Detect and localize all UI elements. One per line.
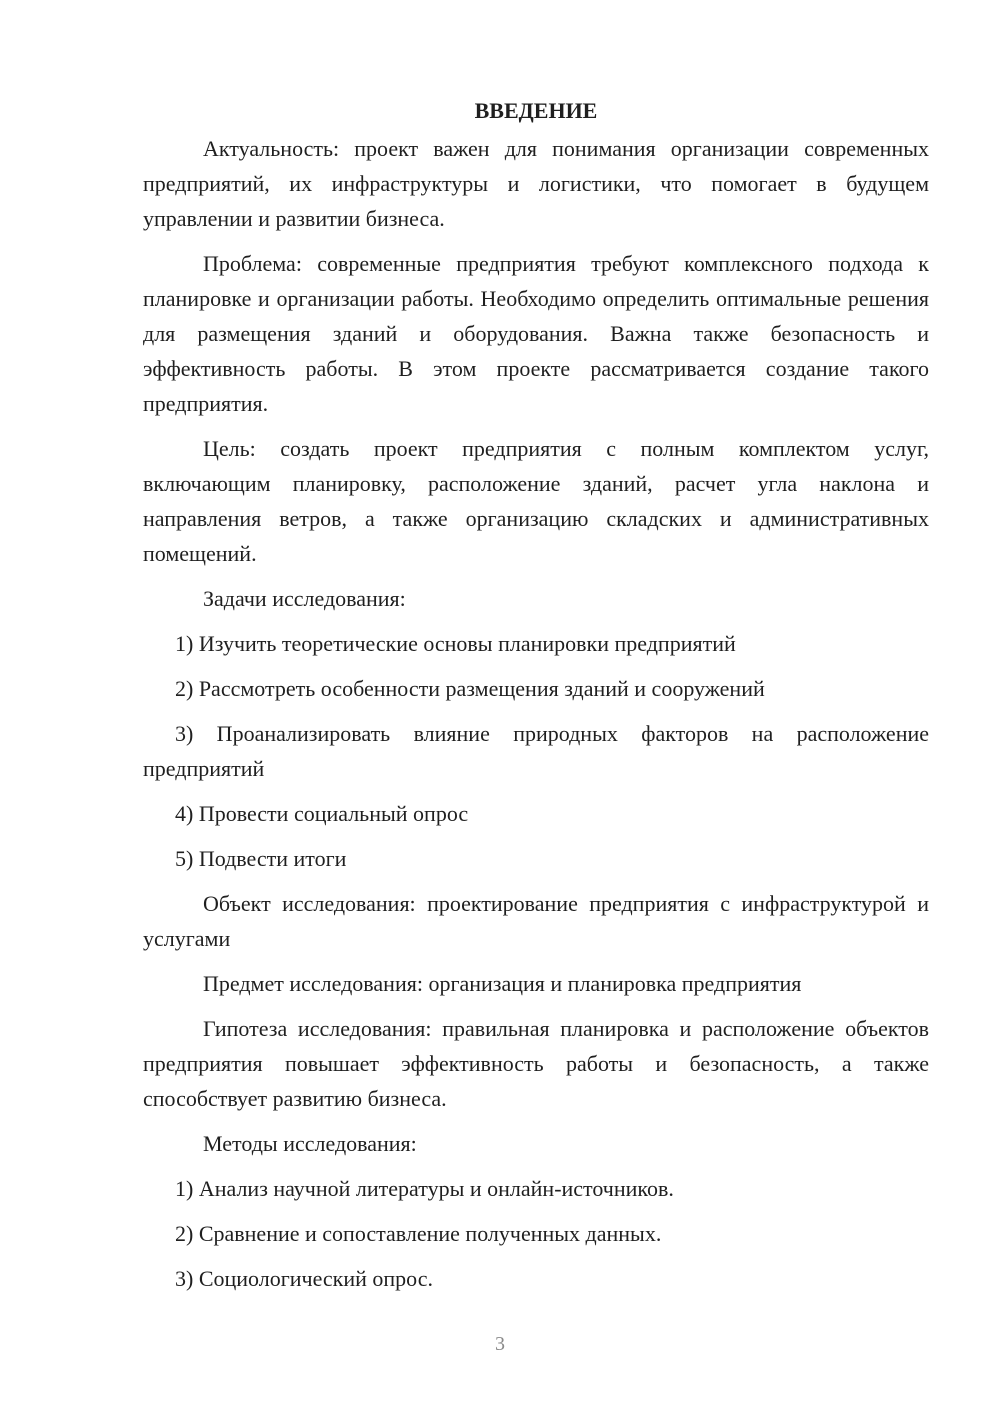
paragraph-subject: Предмет исследования: организация и планировка предприятия: [203, 971, 802, 996]
paragraph-tasks-heading: Задачи исследования:: [203, 586, 406, 611]
task-item: 4) Провести социальный опрос: [175, 801, 469, 826]
task-item: 1) Изучить теоретические основы планировки предприятий: [175, 631, 736, 656]
paragraph-relevance: Актуальность: проект важен для понимания организации современных предприятий, их инфраструктуры и логистики, что помогает в будущем управлении и развитии бизнеса.: [143, 136, 929, 231]
paragraph-problem: Проблема: современные предприятия требуют комплексного подхода к планировке и организации работы. Необходимо определить оптимальные решения для размещения зданий и оборудования. Важна также безопасность и эффективность работы. В этом проекте рассматривается создание такого предприятия.: [143, 251, 929, 416]
task-item: 3) Проанализировать влияние природных факторов на расположение предприятий: [143, 721, 929, 781]
method-item: 1) Анализ научной литературы и онлайн-источников.: [175, 1176, 674, 1201]
paragraph-methods-heading: Методы исследования:: [203, 1131, 417, 1156]
paragraph-hypothesis: Гипотеза исследования: правильная планировка и расположение объектов предприятия повышает эффективность работы и безопасность, а также способствует развитию бизнеса.: [143, 1016, 929, 1111]
section-title: ВВЕДЕНИЕ: [474, 98, 598, 123]
page-number: 3: [495, 1333, 505, 1355]
document-page: [143, 95, 929, 1306]
method-item: 2) Сравнение и сопоставление полученных данных.: [175, 1221, 662, 1246]
task-item: 5) Подвести итоги: [175, 846, 347, 871]
paragraph-object: Объект исследования: проектирование предприятия с инфраструктурой и услугами: [143, 891, 929, 951]
paragraph-goal: Цель: создать проект предприятия с полным комплектом услуг, включающим планировку, расположение зданий, расчет угла наклона и направления ветров, а также организацию складских и административных помещений.: [143, 436, 929, 566]
task-item: 2) Рассмотреть особенности размещения зданий и сооружений: [175, 676, 765, 701]
method-item: 3) Социологический опрос.: [175, 1266, 433, 1291]
